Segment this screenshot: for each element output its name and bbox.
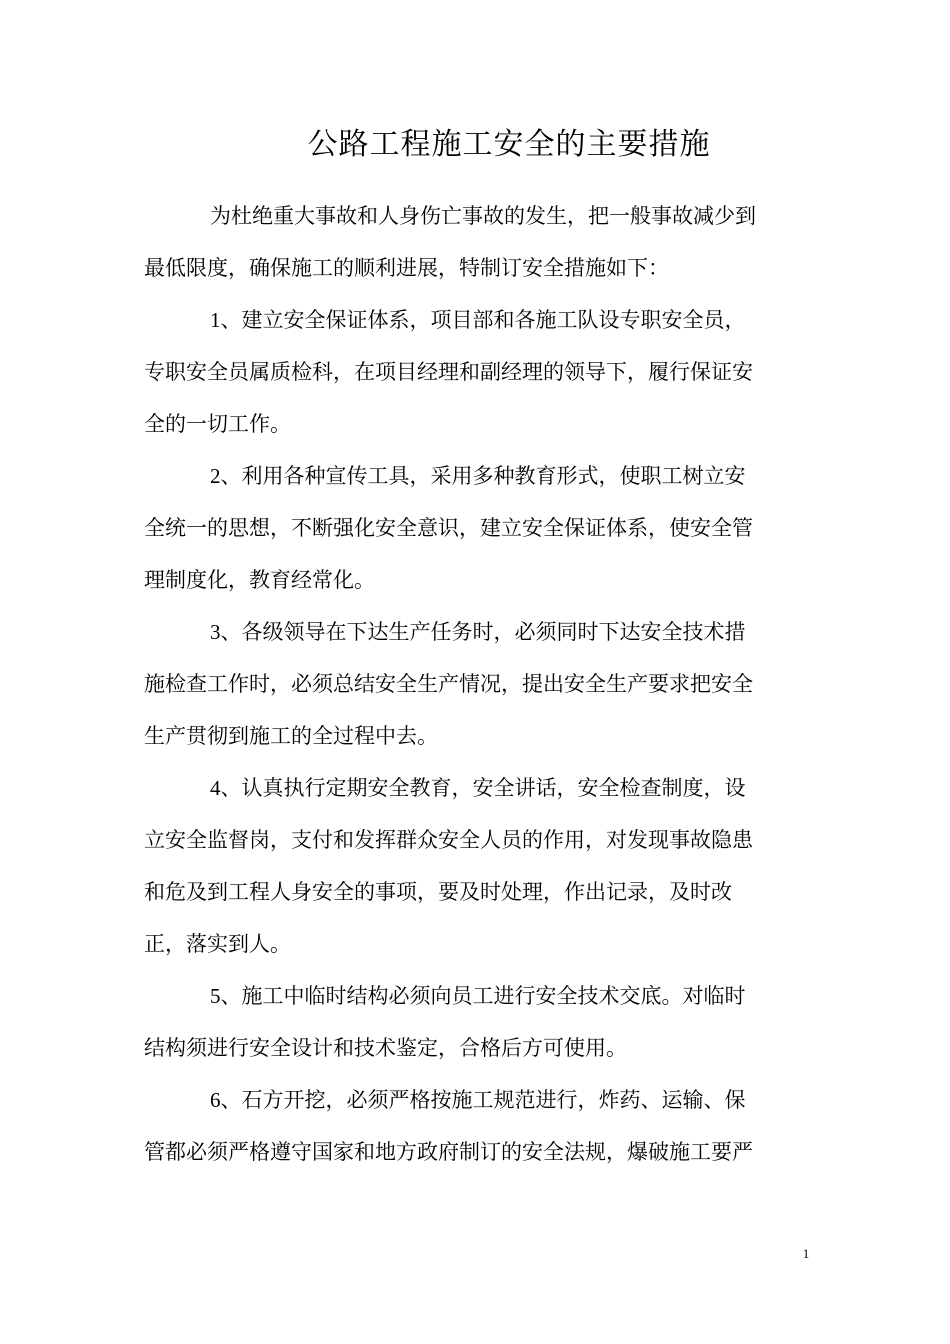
item-3-line-3: 生产贯彻到施工的全过程中去。	[144, 724, 438, 748]
page-number: 1	[802, 1246, 810, 1261]
item-1-line-3: 全的一切工作。	[144, 412, 291, 436]
item-1-line-2: 专职安全员属质检科，在项目经理和副经理的领导下，履行保证安	[144, 360, 753, 384]
item-4-line-2: 立安全监督岗，支付和发挥群众安全人员的作用，对发现事故隐患	[144, 828, 753, 852]
item-6-line-1: 石方开挖，必须严格按施工规范进行，炸药、运输、保	[241, 1088, 746, 1112]
item-3-number: 3、	[210, 620, 242, 644]
item-3-line-2: 施检查工作时，必须总结安全生产情况，提出安全生产要求把安全	[144, 672, 753, 696]
item-4-line-1: 认真执行定期安全教育，安全讲话，安全检查制度，设	[241, 776, 746, 800]
document-body	[144, 190, 809, 1178]
item-1-line-1: 建立安全保证体系，项目部和各施工队设专职安全员，	[241, 308, 746, 332]
item-5-number: 5、	[210, 984, 242, 1008]
document-title: 公路工程施工安全的主要措施	[307, 127, 711, 162]
item-5-line-1: 施工中临时结构必须向员工进行安全技术交底。对临时	[241, 984, 746, 1008]
item-3-first-line	[144, 606, 809, 658]
item-4-line-3: 和危及到工程人身安全的事项，要及时处理，作出记录，及时改	[144, 880, 732, 904]
item-2-line-3: 理制度化，教育经常化。	[144, 568, 375, 592]
item-6-first-line	[144, 1074, 809, 1126]
item-1-number: 1、	[210, 308, 242, 332]
item-2-first-line	[144, 450, 809, 502]
item-2-number: 2、	[210, 464, 242, 488]
item-4-line-4: 正，落实到人。	[144, 932, 291, 956]
item-4-number: 4、	[210, 776, 242, 800]
intro-line-1: 为杜绝重大事故和人身伤亡事故的发生，把一般事故减少到	[210, 204, 756, 228]
item-3-line-1: 各级领导在下达生产任务时，必须同时下达安全技术措	[241, 620, 746, 644]
item-2-line-2: 全统一的思想，不断强化安全意识，建立安全保证体系，使安全管	[144, 516, 753, 540]
item-2-line-1: 利用各种宣传工具，采用多种教育形式，使职工树立安	[241, 464, 746, 488]
item-5-first-line	[144, 970, 809, 1022]
item-6-line-2: 管都必须严格遵守国家和地方政府制订的安全法规，爆破施工要严	[144, 1140, 753, 1164]
item-4-first-line	[144, 762, 809, 814]
item-1-first-line	[144, 294, 809, 346]
intro-line-2: 最低限度，确保施工的顺利进展，特制订安全措施如下：	[144, 256, 669, 280]
item-5-line-2: 结构须进行安全设计和技术鉴定，合格后方可使用。	[144, 1036, 627, 1060]
item-6-number: 6、	[210, 1088, 242, 1112]
